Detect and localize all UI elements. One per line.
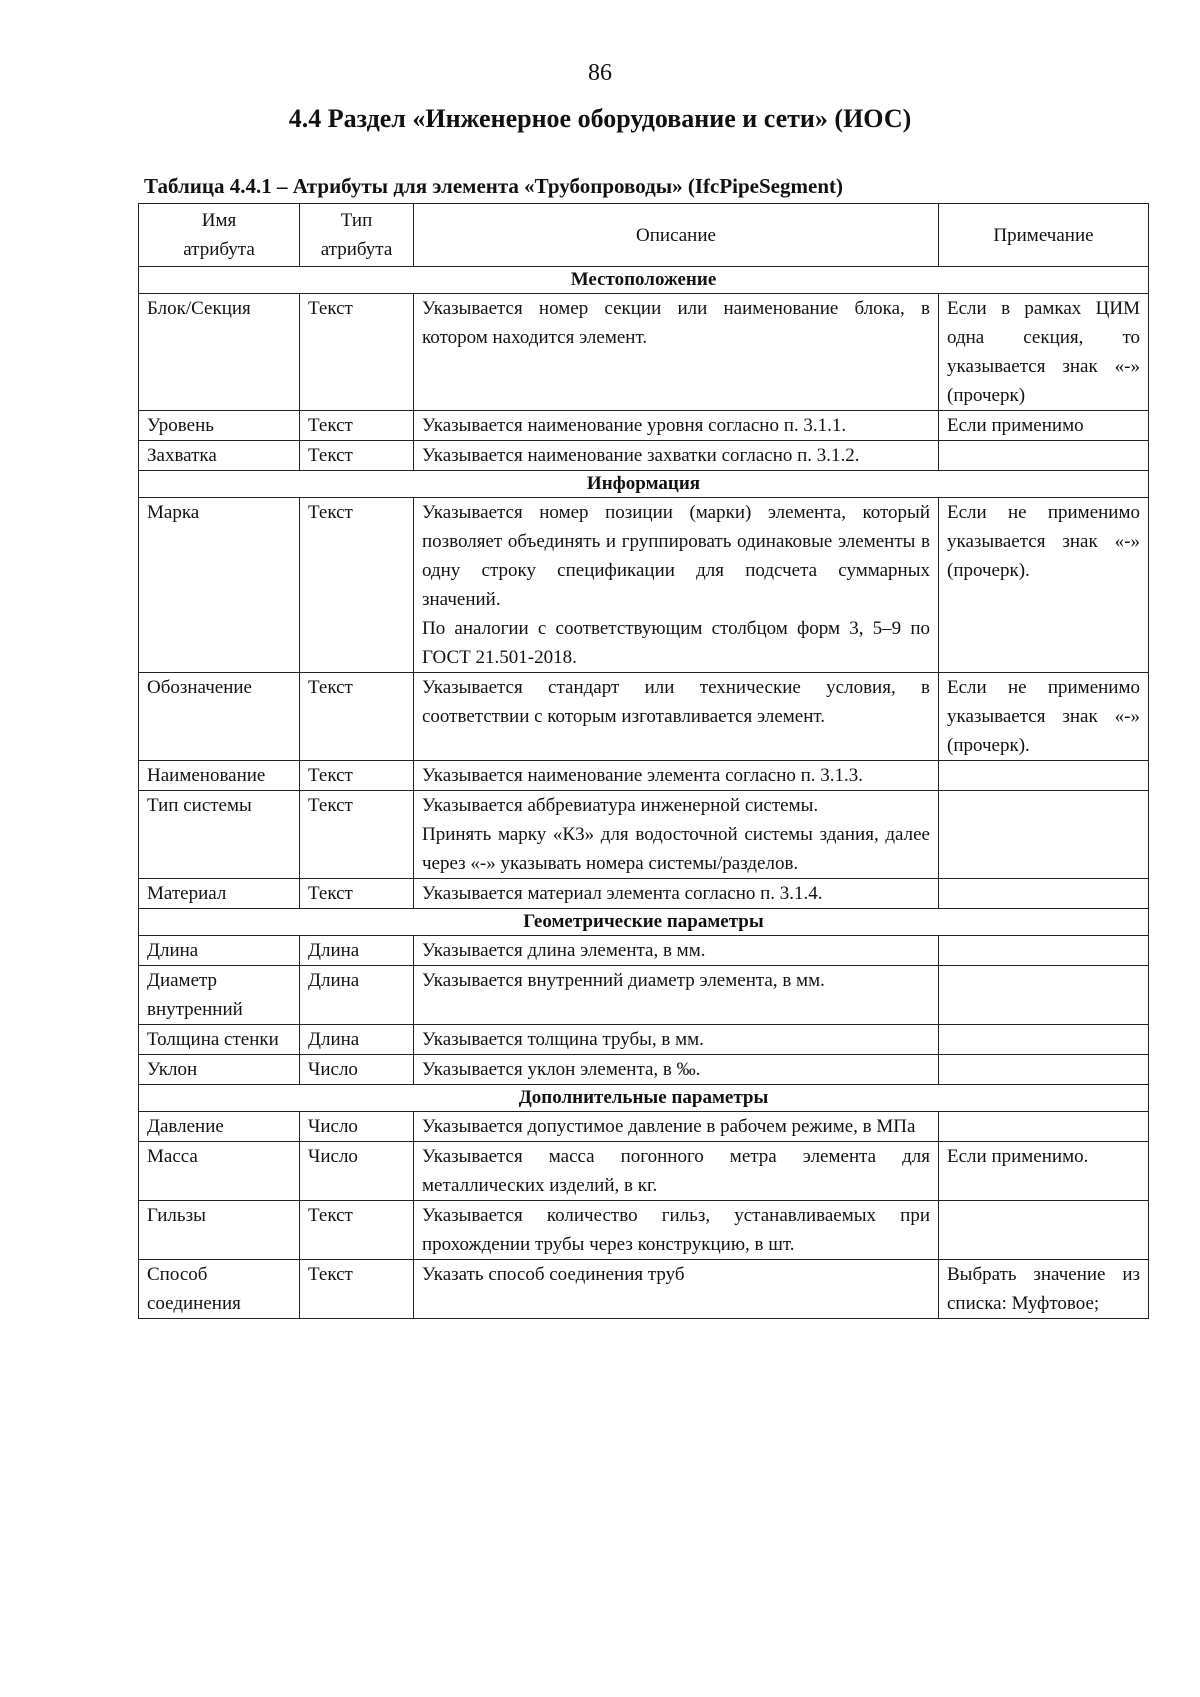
description-text: Указывается допустимое давление в рабочем режиме, в МПа <box>422 1116 916 1137</box>
description-cell <box>414 411 939 441</box>
attribute-name-cell: Способ соединения <box>139 1260 300 1319</box>
attribute-type-cell: Число <box>300 1055 414 1085</box>
page-number: 86 <box>588 60 612 86</box>
attribute-name-cell: Масса <box>139 1142 300 1201</box>
description-text: Указывается наименование захватки согласно п. 3.1.2. <box>422 445 860 466</box>
table-row <box>139 1260 1149 1319</box>
description-cell <box>414 1142 939 1201</box>
table-row <box>139 791 1149 879</box>
note-cell <box>939 1112 1149 1142</box>
description-cell <box>414 1112 939 1142</box>
note-cell: Если не применимо указывается знак «-» (прочерк). <box>939 498 1149 673</box>
attribute-type-cell: Текст <box>300 673 414 761</box>
section-header-row <box>139 909 1149 936</box>
table-row <box>139 294 1149 411</box>
table-row <box>139 441 1149 471</box>
attribute-name-cell: Толщина стенки <box>139 1025 300 1055</box>
description-text: Указывается материал элемента согласно п. 3.1.4. <box>422 883 823 904</box>
description-cell <box>414 1260 939 1319</box>
description-cell <box>414 498 939 673</box>
header-type-line1: Тип <box>340 210 373 231</box>
description-text: Указывается стандарт или технические условия, в соответствии с которым изготавливается элемент. <box>422 677 930 727</box>
attribute-type-cell: Длина <box>300 1025 414 1055</box>
note-cell: Выбрать значение из списка: Муфтовое; <box>939 1260 1149 1319</box>
table-caption: Таблица 4.4.1 – Атрибуты для элемента «Трубопроводы» (IfcPipeSegment) <box>144 174 843 198</box>
header-attribute-name <box>139 204 300 267</box>
attribute-name-cell: Блок/Секция <box>139 294 300 411</box>
section-header-row <box>139 1085 1149 1112</box>
description-text: Указывается номер секции или наименование блока, в котором находится элемент. <box>422 298 930 348</box>
attribute-name-cell: Давление <box>139 1112 300 1142</box>
attribute-name-cell: Материал <box>139 879 300 909</box>
description-text: Указывается аббревиатура инженерной системы. <box>422 795 819 816</box>
description-cell <box>414 791 939 879</box>
table-row <box>139 1142 1149 1201</box>
description-cell <box>414 441 939 471</box>
section-title-cell: Геометрические параметры <box>139 909 1149 936</box>
note-cell <box>939 936 1149 966</box>
description-text-extra: По аналогии с соответствующим столбцом форм 3, 5–9 по ГОСТ 21.501-2018. <box>422 618 930 668</box>
table-row <box>139 1112 1149 1142</box>
description-text: Указывается масса погонного метра элемента для металлических изделий, в кг. <box>422 1146 930 1196</box>
description-cell <box>414 1025 939 1055</box>
note-cell: Если применимо. <box>939 1142 1149 1201</box>
attributes-table <box>138 203 1149 1319</box>
note-cell: Если в рамках ЦИМ одна секция, то указывается знак «-» (прочерк) <box>939 294 1149 411</box>
attribute-type-cell: Длина <box>300 966 414 1025</box>
description-text: Указывается количество гильз, устанавливаемых при прохождении трубы через конструкцию, в шт. <box>422 1205 930 1255</box>
description-text: Указывается наименование элемента согласно п. 3.1.3. <box>422 765 864 786</box>
description-cell <box>414 673 939 761</box>
table-row <box>139 1055 1149 1085</box>
attribute-type-cell: Число <box>300 1112 414 1142</box>
table-row <box>139 966 1149 1025</box>
attribute-name-cell: Наименование <box>139 761 300 791</box>
description-text: Указывается уклон элемента, в ‰. <box>422 1059 701 1080</box>
description-text-extra: Принять марку «К3» для водосточной системы здания, далее через «-» указывать номера системы/разделов. <box>422 824 930 874</box>
attribute-type-cell: Текст <box>300 761 414 791</box>
table-row <box>139 673 1149 761</box>
attribute-type-cell: Текст <box>300 879 414 909</box>
note-cell <box>939 879 1149 909</box>
section-title: 4.4 Раздел «Инженерное оборудование и сети» (ИОС) <box>288 104 912 133</box>
description-cell <box>414 879 939 909</box>
description-text: Указывается наименование уровня согласно п. 3.1.1. <box>422 415 847 436</box>
note-cell <box>939 791 1149 879</box>
description-cell <box>414 761 939 791</box>
description-text: Указывается длина элемента, в мм. <box>422 940 706 961</box>
attribute-name-cell: Тип системы <box>139 791 300 879</box>
description-cell <box>414 294 939 411</box>
attribute-name-cell: Длина <box>139 936 300 966</box>
note-cell <box>939 1201 1149 1260</box>
description-cell <box>414 1201 939 1260</box>
header-name-line1: Имя <box>201 210 237 231</box>
header-attribute-type <box>300 204 414 267</box>
section-title-cell: Информация <box>139 471 1149 498</box>
table-row <box>139 936 1149 966</box>
header-note: Примечание <box>939 204 1149 267</box>
table-row <box>139 498 1149 673</box>
description-cell <box>414 1055 939 1085</box>
table-row <box>139 761 1149 791</box>
section-header-row <box>139 267 1149 294</box>
attribute-name-cell: Гильзы <box>139 1201 300 1260</box>
note-cell <box>939 1055 1149 1085</box>
attribute-type-cell: Текст <box>300 441 414 471</box>
header-type-line2: атрибута <box>320 239 393 260</box>
section-title-cell: Местоположение <box>139 267 1149 294</box>
attribute-name-cell: Уровень <box>139 411 300 441</box>
attribute-type-cell: Текст <box>300 1260 414 1319</box>
description-text: Указывается внутренний диаметр элемента, в мм. <box>422 970 825 991</box>
section-title-cell: Дополнительные параметры <box>139 1085 1149 1112</box>
table-header-row <box>139 204 1149 267</box>
description-cell <box>414 936 939 966</box>
attribute-name-cell: Марка <box>139 498 300 673</box>
section-header-row <box>139 471 1149 498</box>
attribute-type-cell: Число <box>300 1142 414 1201</box>
attribute-type-cell: Текст <box>300 498 414 673</box>
description-cell <box>414 966 939 1025</box>
header-name-line2: атрибута <box>183 239 255 260</box>
attribute-name-cell: Уклон <box>139 1055 300 1085</box>
table-row <box>139 1201 1149 1260</box>
table-row <box>139 1025 1149 1055</box>
attribute-type-cell: Текст <box>300 791 414 879</box>
attribute-name-cell: Захватка <box>139 441 300 471</box>
description-text: Указывается толщина трубы, в мм. <box>422 1029 704 1050</box>
attribute-type-cell: Текст <box>300 294 414 411</box>
header-description: Описание <box>414 204 939 267</box>
note-cell <box>939 1025 1149 1055</box>
attribute-type-cell: Текст <box>300 411 414 441</box>
table-row <box>139 411 1149 441</box>
description-text: Указать способ соединения труб <box>422 1264 685 1285</box>
attribute-name-cell: Диаметр внутренний <box>139 966 300 1025</box>
description-text: Указывается номер позиции (марки) элемента, который позволяет объединять и группировать одинаковые элементы в одну строку спецификации для подсчета суммарных значений. <box>422 502 930 610</box>
attribute-type-cell: Длина <box>300 936 414 966</box>
table-row <box>139 879 1149 909</box>
attribute-type-cell: Текст <box>300 1201 414 1260</box>
note-cell <box>939 441 1149 471</box>
attribute-name-cell: Обозначение <box>139 673 300 761</box>
note-cell <box>939 761 1149 791</box>
note-cell: Если не применимо указывается знак «-» (прочерк). <box>939 673 1149 761</box>
note-cell <box>939 966 1149 1025</box>
note-cell: Если применимо <box>939 411 1149 441</box>
